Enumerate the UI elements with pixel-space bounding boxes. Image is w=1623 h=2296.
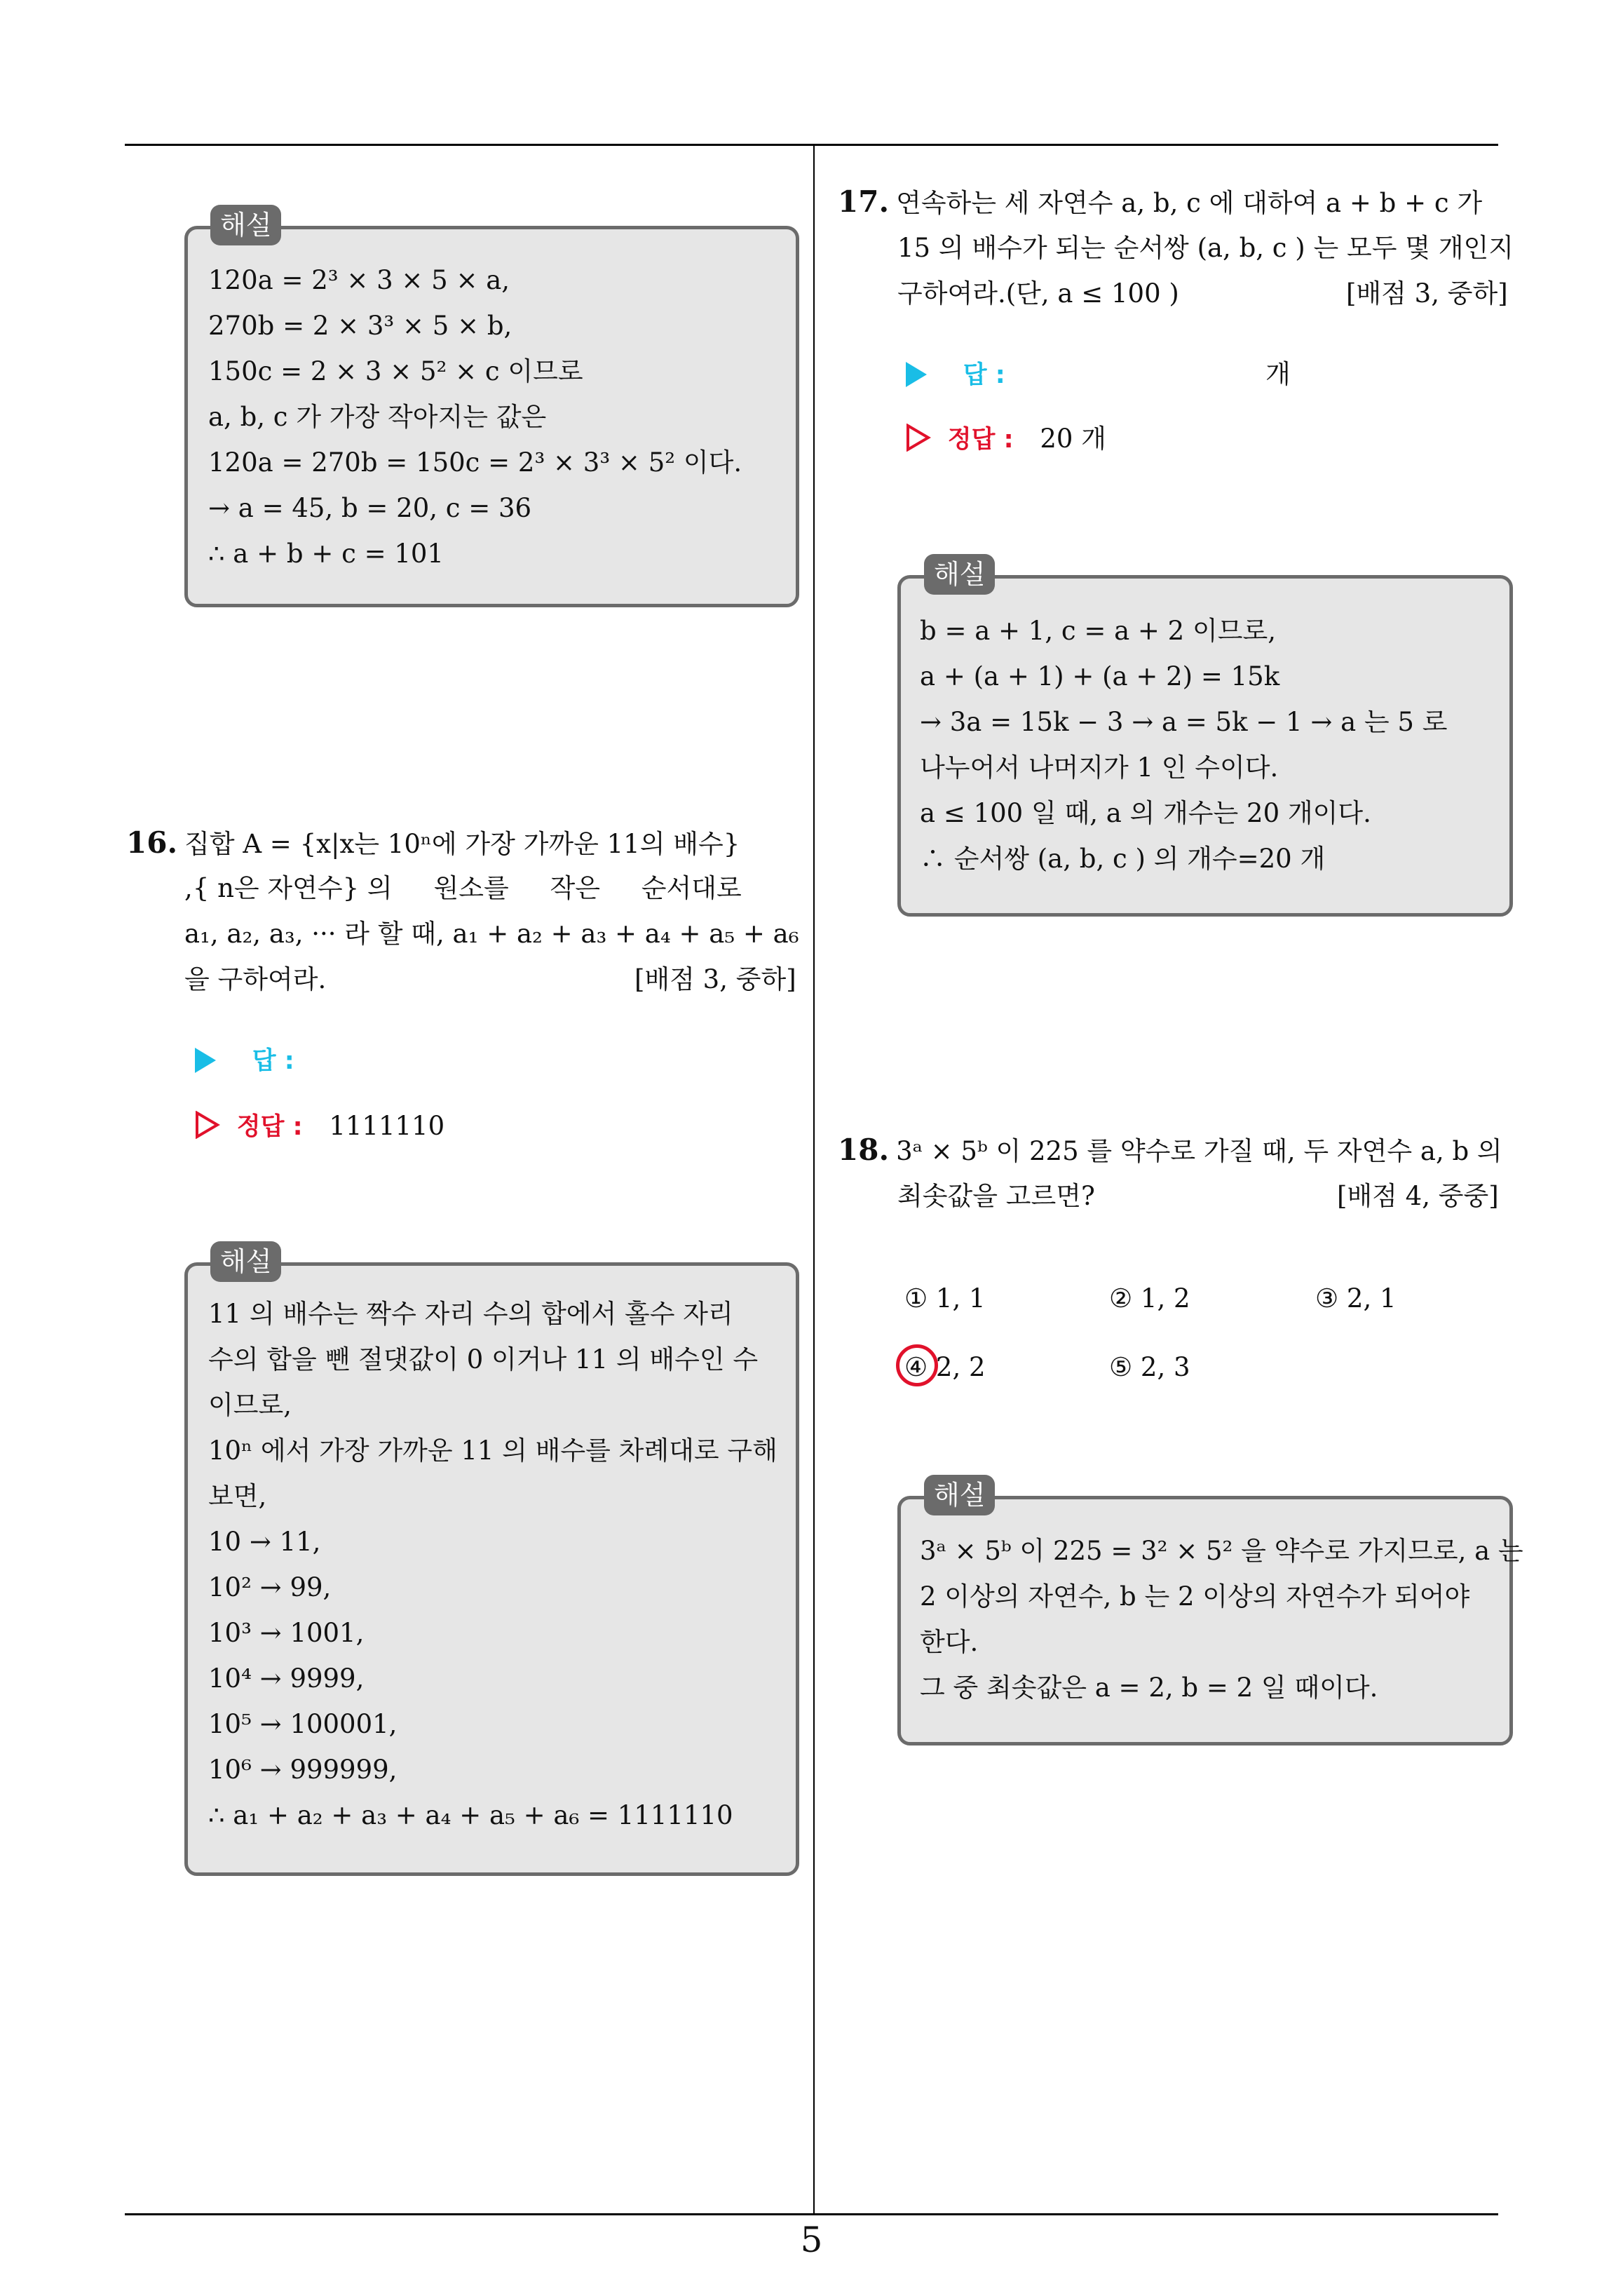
sol16-line: 10³ → 1001, <box>208 1618 365 1648</box>
correct-value-17: 20 개 <box>1040 424 1106 454</box>
sol18-line: 한다. <box>920 1627 979 1657</box>
sol15-line: 120a = 2³ × 3 × 5 × a, <box>208 265 510 295</box>
sol16-line: 수의 합을 뺀 절댓값이 0 이거나 11 의 배수인 수 <box>208 1344 759 1375</box>
sol17-line: → 3a = 15k − 3 → a = 5k − 1 → a 는 5 로 <box>920 707 1448 737</box>
selected-answer-circle <box>896 1344 938 1386</box>
question-18-line-1: 18. 3ᵃ × 5ᵇ 이 225 를 약수로 가질 때, 두 자연수 a, b 의 <box>838 1133 1502 1167</box>
solution-tag-17: 해설 <box>924 554 995 595</box>
choice-5[interactable]: ⑤ 2, 3 <box>1109 1352 1190 1382</box>
sol17-line: ∴ 순서쌍 (a, b, c ) 의 개수=20 개 <box>920 844 1326 874</box>
solution-tag-16: 해설 <box>210 1241 281 1282</box>
page-number: 5 <box>800 2220 823 2260</box>
answer-row-16 <box>195 1045 308 1076</box>
outline-arrow-icon <box>195 1111 220 1139</box>
sol18-line: 2 이상의 자연수, b 는 2 이상의 자연수가 되어야 <box>920 1581 1470 1612</box>
choice-1[interactable]: ① 1, 1 <box>904 1283 986 1314</box>
correct-row-17 <box>906 424 1106 455</box>
question-18-points: [배점 4, 중중] <box>1337 1181 1499 1211</box>
question-17-line-1: 17. 연속하는 세 자연수 a, b, c 에 대하여 a + b + c 가 <box>838 184 1483 219</box>
sol17-line: a + (a + 1) + (a + 2) = 15k <box>920 661 1280 691</box>
column-divider <box>813 145 815 2214</box>
sol17-line: 나누어서 나머지가 1 인 수이다. <box>920 752 1279 783</box>
question-16-line-3: a₁, a₂, a₃, ··· 라 할 때, a₁ + a₂ + a₃ + a₄ + a₅ + a₆ <box>184 919 799 949</box>
choice-4[interactable]: ④ 2, 2 <box>904 1352 986 1382</box>
choice-2[interactable]: ② 1, 2 <box>1109 1283 1190 1314</box>
top-rule <box>125 144 1498 146</box>
solution-box-18 <box>897 1496 1513 1745</box>
sol17-line: a ≤ 100 일 때, a 의 개수는 20 개이다. <box>920 798 1371 828</box>
sol16-line: 10² → 99, <box>208 1572 332 1602</box>
outline-arrow-icon <box>906 424 931 452</box>
sol15-line: → a = 45, b = 20, c = 36 <box>208 493 532 523</box>
sol15-line: 150c = 2 × 3 × 5² × c 이므로 <box>208 356 583 386</box>
question-16-points: [배점 3, 중하] <box>634 964 796 994</box>
question-number-17: 17. <box>838 184 890 219</box>
question-number-16: 16. <box>126 825 178 860</box>
question-16-line-1: 16. 집합 A = {x|x는 10ⁿ에 가장 가까운 11의 배수} <box>126 825 740 860</box>
answer-unit-17: 개 <box>1265 359 1291 389</box>
correct-value-16: 1111110 <box>329 1111 445 1141</box>
sol15-line: 270b = 2 × 3³ × 5 × b, <box>208 311 512 341</box>
sol15-line: ∴ a + b + c = 101 <box>208 539 444 569</box>
sol16-line: ∴ a₁ + a₂ + a₃ + a₄ + a₅ + a₆ = 1111110 <box>208 1800 733 1830</box>
correct-label-16: 정답 : <box>236 1113 303 1141</box>
question-17-points: [배점 3, 중하] <box>1346 278 1508 309</box>
sol16-line: 10⁵ → 100001, <box>208 1709 398 1739</box>
choice-3[interactable]: ③ 2, 1 <box>1315 1283 1397 1314</box>
question-16-line-4: 을 구하여라. <box>184 964 327 994</box>
sol16-line: 10⁴ → 9999, <box>208 1663 365 1694</box>
answer-label-16: 답 : <box>252 1047 294 1075</box>
solution-tag-15: 해설 <box>210 205 281 245</box>
question-17-line-3: 구하여라.(단, a ≤ 100 ) <box>897 278 1179 309</box>
sol16-line: 보면, <box>208 1481 267 1511</box>
correct-label-17: 정답 : <box>947 426 1014 454</box>
question-16-line-2: ,{ n은 자연수} 의 원소를 작은 순서대로 <box>184 873 742 903</box>
sol15-line: a, b, c 가 가장 작아지는 값은 <box>208 402 547 432</box>
question-18-line-2: 최솟값을 고르면? <box>897 1181 1095 1211</box>
answer-row-17 <box>906 359 1005 391</box>
play-arrow-icon <box>906 362 927 387</box>
answer-label-17: 답 : <box>963 361 1005 389</box>
sol16-line: 10 → 11, <box>208 1527 321 1557</box>
question-17-line-2: 15 의 배수가 되는 순서쌍 (a, b, c ) 는 모두 몇 개인지 <box>897 233 1514 263</box>
solution-tag-18: 해설 <box>924 1475 995 1515</box>
bottom-rule <box>125 2213 1498 2215</box>
sol16-line: 이므로, <box>208 1390 292 1420</box>
question-number-18: 18. <box>838 1133 890 1167</box>
sol16-line: 11 의 배수는 짝수 자리 수의 합에서 홀수 자리 <box>208 1299 733 1329</box>
play-arrow-icon <box>195 1048 216 1073</box>
correct-row-16 <box>195 1111 444 1142</box>
sol15-line: 120a = 270b = 150c = 2³ × 3³ × 5² 이다. <box>208 447 742 478</box>
sol18-line: 그 중 최솟값은 a = 2, b = 2 일 때이다. <box>920 1673 1378 1703</box>
sol18-line: 3ᵃ × 5ᵇ 이 225 = 3² × 5² 을 약수로 가지므로, a 는 <box>920 1536 1523 1566</box>
sol17-line: b = a + 1, c = a + 2 이므로, <box>920 616 1276 646</box>
sol16-line: 10ⁿ 에서 가장 가까운 11 의 배수를 차례대로 구해 <box>208 1436 777 1466</box>
sol16-line: 10⁶ → 999999, <box>208 1755 398 1785</box>
